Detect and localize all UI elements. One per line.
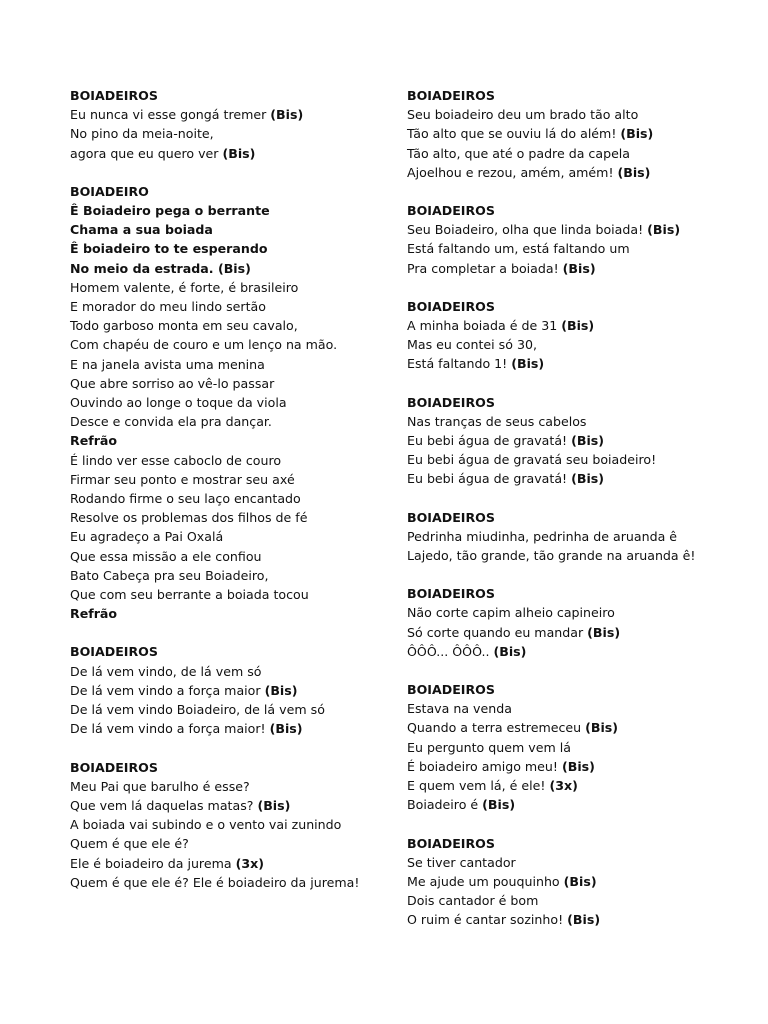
lyric-text: Com chapéu de couro e um lenço na mão. [70, 337, 338, 353]
lyric-line [407, 910, 747, 929]
repeat-tag: (Bis) [647, 222, 681, 238]
lyric-text: Quem é que ele é? Ele é boiadeiro da jurema! [70, 874, 360, 890]
right-column [407, 86, 747, 949]
lyric-line [70, 662, 390, 681]
lyric-text: Seu boiadeiro deu um brado tão alto [407, 107, 639, 123]
lyric-line [70, 393, 390, 412]
lyric-line [70, 144, 390, 163]
lyric-line [407, 239, 747, 258]
lyric-line [70, 355, 390, 374]
lyric-line [407, 144, 747, 163]
lyric-line [70, 335, 390, 354]
repeat-tag: (Bis) [562, 260, 596, 276]
lyric-line [407, 105, 747, 124]
lyric-text: De lá vem vindo, de lá vem só [70, 663, 262, 679]
repeat-tag: (Bis) [222, 145, 256, 161]
lyric-text: Eu bebi água de gravatá! [407, 471, 572, 487]
repeat-tag: (Bis) [264, 682, 298, 698]
lyric-line [407, 431, 747, 450]
lyric-line [70, 527, 390, 546]
lyric-text: Eu bebi água de gravatá! [407, 433, 572, 449]
repeat-tag: (Bis) [257, 797, 291, 813]
lyric-text: Me ajude um pouquinho [407, 873, 564, 889]
lyric-line [407, 354, 747, 373]
lyric-text: Firmar seu ponto e mostrar seu axé [70, 471, 295, 487]
lyric-text: Refrão [70, 433, 118, 449]
lyric-line [407, 623, 747, 642]
lyric-line [70, 834, 390, 853]
lyric-text: A minha boiada é de 31 [407, 318, 562, 334]
lyric-text: Que vem lá daquelas matas? [70, 797, 258, 813]
lyric-text: Ê boiadeiro to te esperando [70, 241, 268, 257]
lyric-line [407, 853, 747, 872]
lyric-line [70, 201, 390, 220]
lyric-line [70, 431, 390, 450]
section-heading: BOIADEIROS [70, 759, 158, 775]
lyric-text: No pino da meia-noite, [70, 126, 214, 142]
lyric-text: Quando a terra estremeceu [407, 720, 586, 736]
lyric-line [407, 316, 747, 335]
lyric-text: E quem vem lá, é ele! [407, 778, 550, 794]
lyric-text: Chama a sua boiada [70, 222, 213, 238]
lyric-line [70, 105, 390, 124]
lyric-text: Ê Boiadeiro pega o berrante [70, 203, 270, 219]
lyric-text: Nas tranças de seus cabelos [407, 413, 587, 429]
lyric-line [407, 699, 747, 718]
section-heading: BOIADEIROS [407, 509, 495, 525]
song-section [407, 393, 747, 489]
lyric-line [407, 738, 747, 757]
repeat-tag: (3x) [549, 778, 578, 794]
repeat-tag: (Bis) [571, 433, 605, 449]
lyric-line [407, 546, 747, 565]
lyric-text: Rodando firme o seu laço encantado [70, 491, 301, 507]
song-section [407, 508, 747, 566]
repeat-tag: (Bis) [561, 318, 595, 334]
lyric-text: Eu agradeço a Pai Oxalá [70, 529, 224, 545]
lyric-line [70, 451, 390, 470]
lyric-line [70, 508, 390, 527]
lyric-text: Está faltando 1! [407, 356, 512, 372]
lyric-text: Tão alto que se ouviu lá do além! [407, 126, 621, 142]
repeat-tag: (Bis) [511, 356, 545, 372]
lyric-text: Lajedo, tão grande, tão grande na aruanda ê! [407, 548, 696, 564]
section-heading: BOIADEIROS [70, 644, 158, 660]
song-section [407, 584, 747, 661]
section-heading: BOIADEIROS [407, 682, 495, 698]
repeat-tag: (Bis) [571, 471, 605, 487]
song-section [407, 86, 747, 182]
lyric-text: Pra completar a boiada! [407, 260, 563, 276]
lyric-line [407, 450, 747, 469]
repeat-tag: (Bis) [617, 164, 651, 180]
lyric-text: Homem valente, é forte, é brasileiro [70, 279, 299, 295]
lyric-line [407, 757, 747, 776]
lyric-text: No meio da estrada. (Bis) [70, 260, 251, 276]
lyric-line [70, 796, 390, 815]
lyric-line [407, 891, 747, 910]
lyric-text: De lá vem vindo a força maior! [70, 721, 270, 737]
lyric-text: Que essa missão a ele confiou [70, 548, 262, 564]
lyric-text: Seu Boiadeiro, olha que linda boiada! [407, 222, 648, 238]
lyric-text: O ruim é cantar sozinho! [407, 912, 568, 928]
lyric-line [70, 700, 390, 719]
lyric-line [407, 776, 747, 795]
section-heading: BOIADEIROS [407, 203, 495, 219]
lyric-line [70, 259, 390, 278]
repeat-tag: (Bis) [270, 107, 304, 123]
lyric-line [407, 718, 747, 737]
section-heading: BOIADEIROS [407, 88, 495, 103]
section-heading: BOIADEIROS [407, 835, 495, 851]
repeat-tag: (Bis) [269, 721, 303, 737]
lyric-line [70, 316, 390, 335]
song-section [70, 182, 390, 624]
song-section [407, 201, 747, 278]
lyric-text: agora que eu quero ver [70, 145, 223, 161]
lyric-line [407, 527, 747, 546]
lyric-text: Estava na venda [407, 701, 512, 717]
lyric-text: Quem é que ele é? [70, 836, 189, 852]
repeat-tag: (Bis) [620, 126, 654, 142]
lyric-text: Que com seu berrante a boiada tocou [70, 587, 309, 603]
lyric-text: Pedrinha miudinha, pedrinha de aruanda ê [407, 528, 678, 544]
lyric-line [70, 854, 390, 873]
repeat-tag: (Bis) [482, 797, 516, 813]
lyric-line [407, 795, 747, 814]
lyric-line [70, 374, 390, 393]
lyric-text: Dois cantador é bom [407, 893, 539, 909]
lyric-text: Mas eu contei só 30, [407, 337, 537, 353]
section-heading: BOIADEIROS [407, 394, 495, 410]
lyric-line [70, 278, 390, 297]
lyric-text: Ele é boiadeiro da jurema [70, 855, 236, 871]
lyric-text: Resolve os problemas dos filhos de fé [70, 510, 308, 526]
lyric-line [407, 335, 747, 354]
lyric-line [70, 412, 390, 431]
lyric-line [407, 163, 747, 182]
lyric-text: Só corte quando eu mandar [407, 624, 588, 640]
lyric-text: A boiada vai subindo e o vento vai zunindo [70, 817, 342, 833]
repeat-tag: (Bis) [587, 624, 621, 640]
repeat-tag: (Bis) [561, 758, 595, 774]
lyric-text: De lá vem vindo a força maior [70, 682, 265, 698]
lyric-text: Desce e convida ela pra dançar. [70, 414, 272, 430]
song-section [70, 642, 390, 738]
lyric-line [70, 719, 390, 738]
lyric-line [407, 642, 747, 661]
lyric-line [407, 469, 747, 488]
lyric-text: Eu bebi água de gravatá seu boiadeiro! [407, 452, 657, 468]
song-section [407, 680, 747, 814]
lyric-line [70, 239, 390, 258]
lyric-text: Boiadeiro é [407, 797, 483, 813]
lyric-line [70, 815, 390, 834]
song-section [70, 758, 390, 892]
lyric-text: Eu nunca vi esse gongá tremer [70, 107, 271, 123]
lyric-text: Todo garboso monta em seu cavalo, [70, 318, 298, 334]
lyric-text: De lá vem vindo Boiadeiro, de lá vem só [70, 702, 325, 718]
lyric-text: Refrão [70, 606, 118, 622]
lyric-line [407, 259, 747, 278]
lyric-text: Bato Cabeça pra seu Boiadeiro, [70, 567, 269, 583]
song-section [70, 86, 390, 163]
section-heading: BOIADEIROS [407, 298, 495, 314]
lyric-line [70, 777, 390, 796]
repeat-tag: (Bis) [493, 643, 527, 659]
lyric-text: Ajoelhou e rezou, amém, amém! [407, 164, 618, 180]
lyric-line [407, 124, 747, 143]
lyric-text: E na janela avista uma menina [70, 356, 265, 372]
repeat-tag: (Bis) [563, 873, 597, 889]
lyric-text: É lindo ver esse caboclo de couro [70, 452, 282, 468]
lyric-text: Tão alto, que até o padre da capela [407, 145, 631, 161]
song-section [407, 297, 747, 374]
repeat-tag: (Bis) [567, 912, 601, 928]
lyric-text: E morador do meu lindo sertão [70, 299, 266, 315]
lyric-line [407, 412, 747, 431]
lyric-text: Meu Pai que barulho é esse? [70, 778, 250, 794]
lyric-line [70, 220, 390, 239]
lyric-line [70, 470, 390, 489]
lyric-text: Se tiver cantador [407, 854, 516, 870]
lyric-line [70, 566, 390, 585]
lyric-text: ÔÔÔ... ÔÔÔ.. [407, 643, 494, 659]
lyric-line [70, 681, 390, 700]
lyric-text: Que abre sorriso ao vê-lo passar [70, 375, 275, 391]
left-column [70, 86, 390, 911]
lyric-text: Ouvindo ao longe o toque da viola [70, 395, 287, 411]
song-section [407, 834, 747, 930]
lyric-line [70, 489, 390, 508]
lyric-line [70, 585, 390, 604]
lyric-line [70, 297, 390, 316]
lyric-line [70, 124, 390, 143]
lyric-line [407, 872, 747, 891]
section-heading: BOIADEIROS [407, 586, 495, 602]
lyric-text: Está faltando um, está faltando um [407, 241, 630, 257]
lyric-line [407, 220, 747, 239]
repeat-tag: (Bis) [585, 720, 619, 736]
section-heading: BOIADEIROS [70, 88, 158, 103]
lyric-text: Não corte capim alheio capineiro [407, 605, 615, 621]
lyric-line [70, 873, 390, 892]
section-heading: BOIADEIRO [70, 183, 149, 199]
lyric-line [70, 547, 390, 566]
lyric-line [407, 603, 747, 622]
lyric-line [70, 604, 390, 623]
repeat-tag: (3x) [235, 855, 264, 871]
lyric-text: Eu pergunto quem vem lá [407, 739, 571, 755]
lyric-text: É boiadeiro amigo meu! [407, 758, 562, 774]
